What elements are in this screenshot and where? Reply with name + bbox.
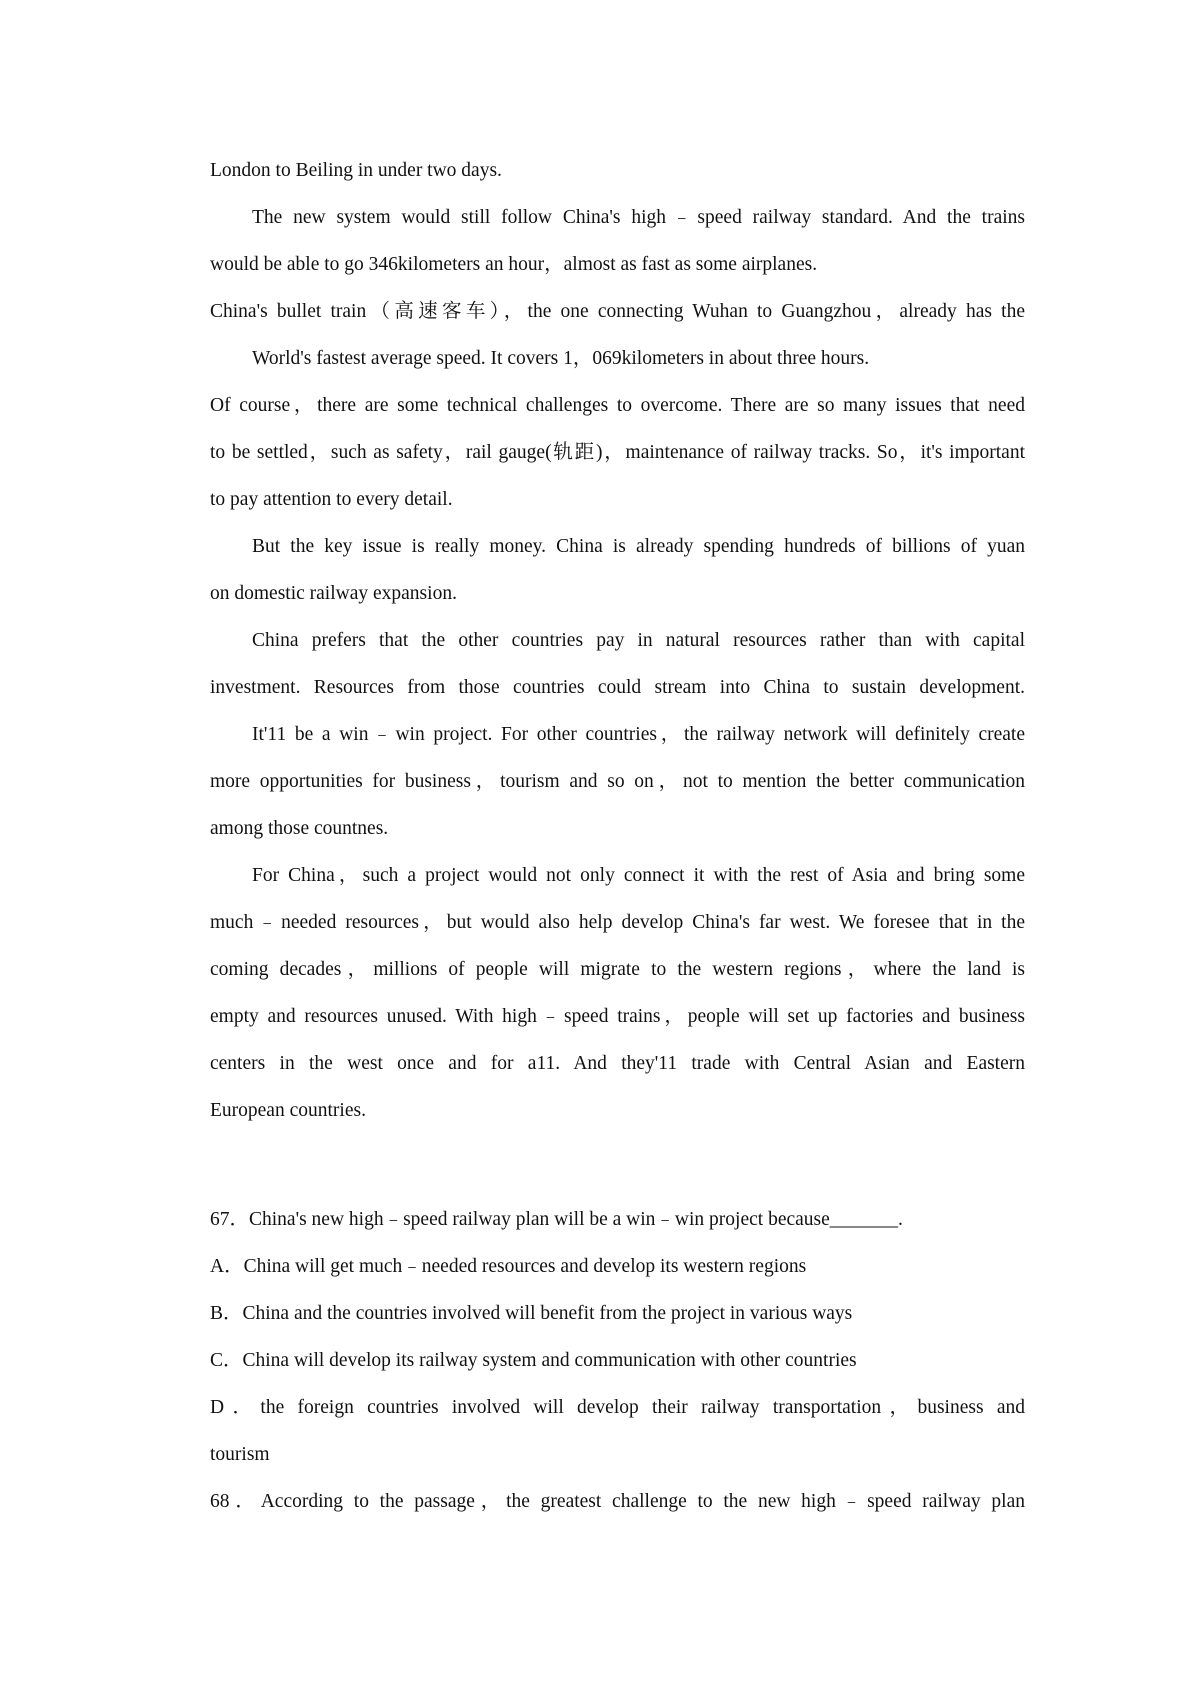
passage-line: The new system would still follow China's high﹣speed railway standard. And the trains bbox=[252, 207, 1025, 228]
passage-line: to pay attention to every detail. bbox=[210, 489, 453, 510]
passage-line: But the key issue is really money. China is already spending hundreds of billions of yuan bbox=[252, 536, 1025, 557]
passage-line: China prefers that the other countries pay in natural resources rather than with capital bbox=[252, 630, 1025, 651]
passage-line: For China，such a project would not only connect it with the rest of Asia and bring some bbox=[252, 865, 1025, 886]
passage-line: coming decades，millions of people will migrate to the western regions，where the land is bbox=[210, 959, 1025, 980]
question-67-option-d-continued: tourism bbox=[210, 1444, 270, 1465]
question-67-option-a: A．China will get much﹣needed resources and develop its western regions bbox=[210, 1256, 807, 1277]
passage-line: on domestic railway expansion. bbox=[210, 583, 457, 604]
passage-line: to be settled，such as safety，rail gauge(轨距)，maintenance of railway tracks. So，it's important bbox=[210, 442, 1025, 463]
passage-line: more opportunities for business，tourism and so on，not to mention the better communication bbox=[210, 771, 1025, 792]
question-67-stem: 67．China's new high﹣speed railway plan will be a win﹣win project because_______. bbox=[210, 1209, 903, 1230]
passage-line: European countries. bbox=[210, 1100, 366, 1121]
passage-line: Of course，there are some technical challenges to overcome. There are so many issues that need bbox=[210, 395, 1025, 416]
passage-line: World's fastest average speed. It covers 1，069kilometers in about three hours. bbox=[252, 348, 870, 369]
passage-line: investment. Resources from those countries could stream into China to sustain development. bbox=[210, 677, 1025, 698]
passage-line: empty and resources unused. With high﹣speed trains，people will set up factories and business bbox=[210, 1006, 1025, 1027]
passage-line: centers in the west once and for a11. And they'11 trade with Central Asian and Eastern bbox=[210, 1053, 1025, 1074]
passage-line: would be able to go 346kilometers an hour，almost as fast as some airplanes. bbox=[210, 254, 818, 275]
passage-line: much﹣needed resources，but would also help develop China's far west. We foresee that in the bbox=[210, 912, 1025, 933]
question-67-option-d: D．the foreign countries involved will develop their railway transportation，business and bbox=[210, 1397, 1025, 1418]
passage-line: London to Beiling in under two days. bbox=[210, 160, 502, 181]
question-67-option-b: B．China and the countries involved will benefit from the project in various ways bbox=[210, 1303, 853, 1324]
passage-line: It'11 be a win﹣win project. For other countries，the railway network will definitely create bbox=[252, 724, 1025, 745]
passage-line: among those countnes. bbox=[210, 818, 389, 839]
passage-line: China's bullet train（高速客车），the one connecting Wuhan to Guangzhou，already has the bbox=[210, 301, 1025, 322]
question-68-stem: 68．According to the passage，the greatest challenge to the new high﹣speed railway plan bbox=[210, 1491, 1025, 1512]
question-67-option-c: C．China will develop its railway system and communication with other countries bbox=[210, 1350, 857, 1371]
